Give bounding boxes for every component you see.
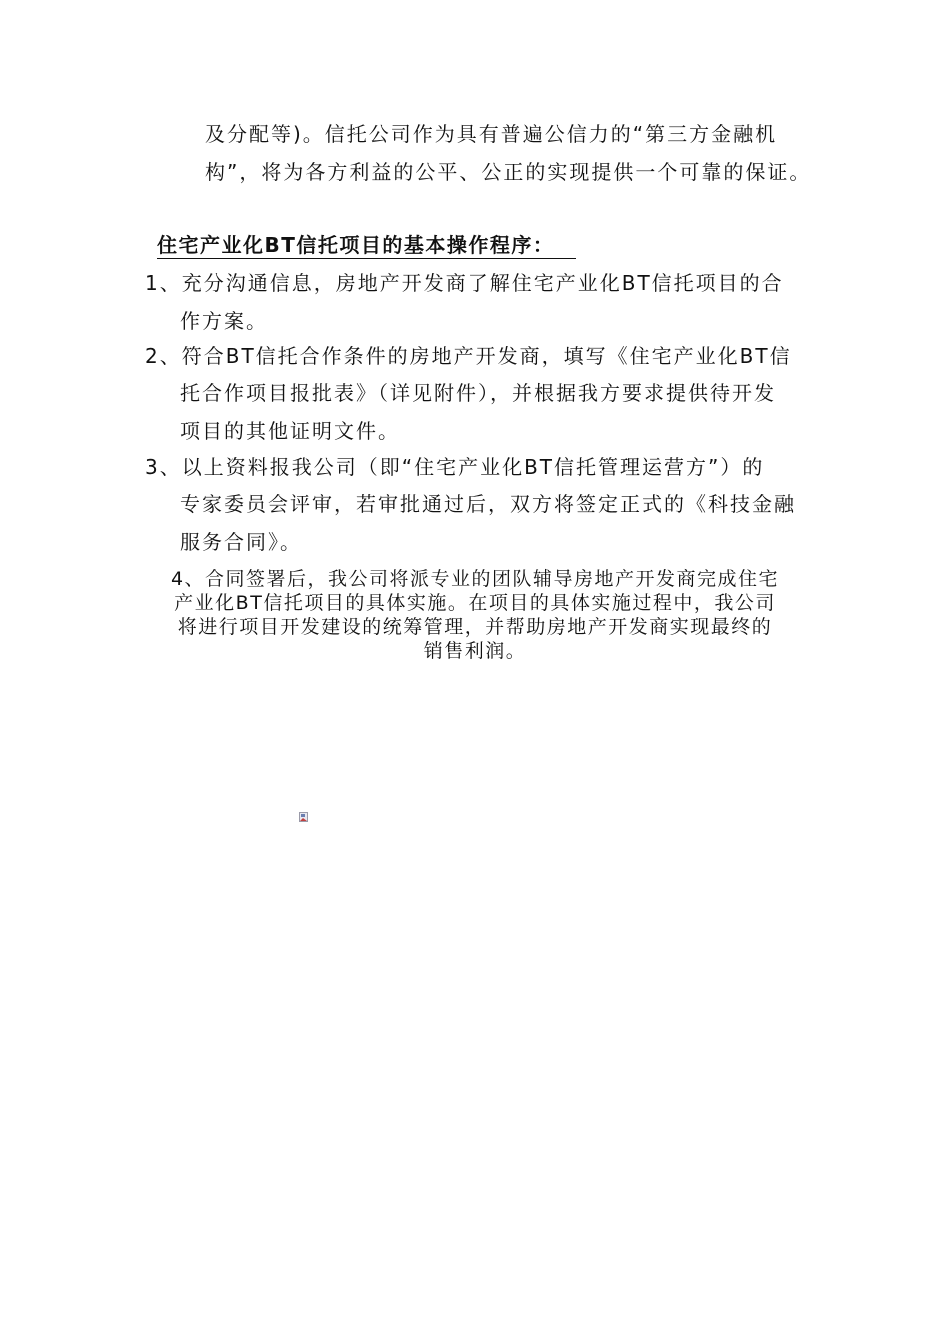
step-4-line-2: 产业化BT信托项目的具体实施。在项目的具体实施过程中，我公司 bbox=[174, 592, 776, 614]
step-2-line-1: 2、符合BT信托合作条件的房地产开发商，填写《住宅产业化BT信 bbox=[145, 344, 792, 368]
section-heading: 住宅产业化BT信托项目的基本操作程序： bbox=[157, 233, 576, 259]
step-4-line-1: 4、合同签署后，我公司将派专业的团队辅导房地产开发商完成住宅 bbox=[170, 568, 780, 590]
step-1-line-1: 1、充分沟通信息，房地产开发商了解住宅产业化BT信托项目的合 bbox=[145, 271, 784, 295]
step-1-line-2: 作方案。 bbox=[180, 309, 268, 333]
step-2-line-2: 托合作项目报批表》（详见附件），并根据我方要求提供待开发 bbox=[180, 381, 776, 405]
broken-image-icon bbox=[299, 812, 308, 822]
intro-line-2: 构”，将为各方利益的公平、公正的实现提供一个可靠的保证。 bbox=[205, 160, 812, 184]
step-3-line-2: 专家委员会评审，若审批通过后，双方将签定正式的《科技金融 bbox=[180, 492, 796, 516]
step-3-line-3: 服务合同》。 bbox=[180, 530, 302, 554]
step-4-paragraph bbox=[140, 567, 810, 663]
step-2-line-3: 项目的其他证明文件。 bbox=[180, 419, 400, 443]
step-3-line-1: 3、以上资料报我公司（即“住宅产业化BT信托管理运营方”）的 bbox=[145, 455, 765, 479]
intro-line-1: 及分配等)。信托公司作为具有普遍公信力的“第三方金融机 bbox=[205, 122, 778, 146]
step-4-line-3: 将进行项目开发建设的统筹管理，并帮助房地产开发商实现最终的 bbox=[177, 616, 773, 638]
step-4-line-4: 销售利润。 bbox=[423, 640, 527, 662]
